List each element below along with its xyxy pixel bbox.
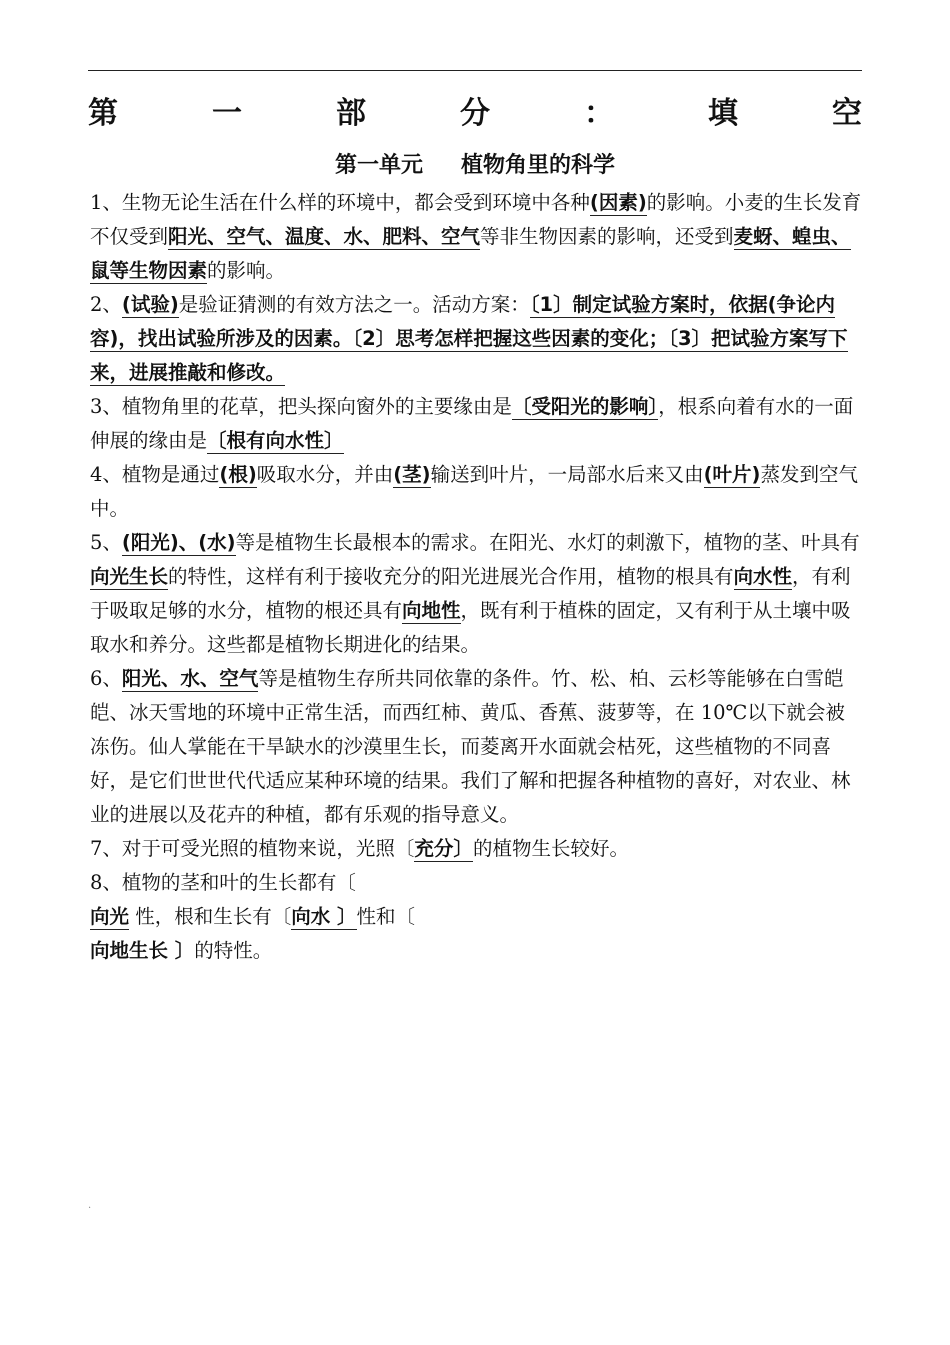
answer-blank: 〔受阳光的影响〕 — [511, 395, 659, 418]
question-text: 7、对于可受光照的植物来说，光照〔 — [90, 837, 415, 860]
question-7 — [90, 832, 862, 866]
answer-blank: 向地生长 〕 — [90, 939, 195, 962]
question-text: 性和〔 — [356, 905, 416, 928]
question-6 — [90, 662, 862, 832]
part-title-char: 填 — [708, 96, 738, 131]
part-title-char: ： — [584, 96, 614, 131]
answer-blank: 〔1〕制定试验方案时，依据(争论内容)，找出试验所涉及的因素。〔2〕思考怎样把握这些因素的变化；〔3〕把试验方案写下来，进展推敲和修改。 — [90, 293, 848, 384]
question-text: 的特性。 — [194, 939, 273, 962]
answer-blank: 麦蚜、蝗虫、鼠等生物因素 — [90, 225, 851, 282]
answer-blank: 向水 〕 — [291, 905, 357, 928]
question-text: 输送到叶片，一局部水后来又由 — [430, 463, 704, 486]
answer-blank: (试验) — [121, 293, 179, 316]
question-text: 的影响。小麦的生长发育不仅受到 — [90, 191, 862, 248]
question-text: 是验证猜测的有效方法之一。活动方案： — [178, 293, 530, 316]
answer-blank: 阳光、空气、温度、水、肥料、空气 — [168, 225, 481, 248]
answer-blank: 向光 — [90, 905, 130, 928]
unit-label: 第一单元 — [334, 153, 423, 178]
part-title — [88, 90, 862, 130]
answer-blank: (根) — [219, 463, 257, 486]
question-text: 4、植物是通过 — [90, 463, 220, 486]
question-2 — [90, 288, 862, 390]
question-text: 的植物生长较好。 — [472, 837, 629, 860]
answer-blank: 向水性 — [733, 565, 793, 588]
answer-blank: 阳光、水、空气 — [121, 667, 259, 690]
question-text: 6、 — [90, 667, 122, 690]
document-body — [90, 186, 862, 968]
question-5 — [90, 526, 862, 662]
answer-blank: (因素) — [589, 191, 647, 214]
question-text: 8、植物的茎和叶的生长都有〔 — [90, 871, 356, 894]
part-title-char: 分 — [460, 96, 490, 131]
footer-dot: . — [88, 1200, 92, 1211]
question-4 — [90, 458, 862, 526]
question-3 — [90, 390, 862, 458]
question-text: ，有利于吸取足够的水分，植物的根还具有 — [90, 565, 851, 622]
question-text: ，根系向着有水的一面伸展的缘由是 — [90, 395, 854, 452]
question-text: 的影响。 — [207, 259, 286, 282]
part-title-char: 空 — [832, 96, 862, 131]
answer-blank: (阳光)、(水) — [121, 531, 236, 554]
answer-blank: 向光生长 — [90, 565, 169, 588]
top-rule — [88, 70, 862, 71]
unit-title — [88, 148, 862, 179]
answer-blank: (叶片) — [703, 463, 761, 486]
part-title-char: 一 — [212, 96, 242, 131]
question-text: 性，根和生长有〔 — [129, 905, 292, 928]
question-text: 吸取水分，并由 — [256, 463, 394, 486]
question-text: 2、 — [90, 293, 122, 316]
question-text: 等是植物生存所共同依靠的条件。竹、松、柏、云杉等能够在白雪皑皑、冰天雪地的环境中正常生活，而西红柿、黄瓜、香蕉、菠萝等，在 10℃以下就会被冻伤。仙人掌能在干旱缺水的沙漠里生长，而菱离开水面就会枯死，这些植物的不同喜好，是它们世世代代适应某种环境的结果。我们了解和把握各种植物的喜好，对农业、林业的进展以及花卉的种植，都有乐观的指导意义。 — [90, 667, 851, 826]
question-text: 蒸发到空气中。 — [90, 463, 858, 520]
question-1 — [90, 186, 862, 288]
answer-blank: 向地性 — [402, 599, 461, 622]
question-text: 5、 — [90, 531, 122, 554]
part-title-char: 部 — [336, 96, 366, 131]
part-title-char: 第 — [88, 96, 118, 131]
unit-name: 植物角里的科学 — [461, 153, 616, 178]
question-text: 等是植物生长最根本的需求。在阳光、水灯的刺激下，植物的茎、叶具有 — [235, 531, 860, 554]
question-text: ，既有利于植株的固定，又有利于从土壤中吸取水和养分。这些都是植物长期进化的结果。 — [90, 599, 851, 656]
answer-blank: 〔根有向水性〕 — [207, 429, 344, 452]
answer-blank: (茎) — [393, 463, 431, 486]
question-text: 的特性，这样有利于接收充分的阳光进展光合作用，植物的根具有 — [168, 565, 734, 588]
question-text: 1、生物无论生活在什么样的环境中，都会受到环境中各种 — [90, 191, 590, 214]
question-text: 等非生物因素的影响，还受到 — [480, 225, 734, 248]
answer-blank: 充分〕 — [414, 837, 473, 860]
question-text: 3、植物角里的花草，把头探向窗外的主要缘由是 — [90, 395, 512, 418]
question-8 — [90, 866, 862, 968]
